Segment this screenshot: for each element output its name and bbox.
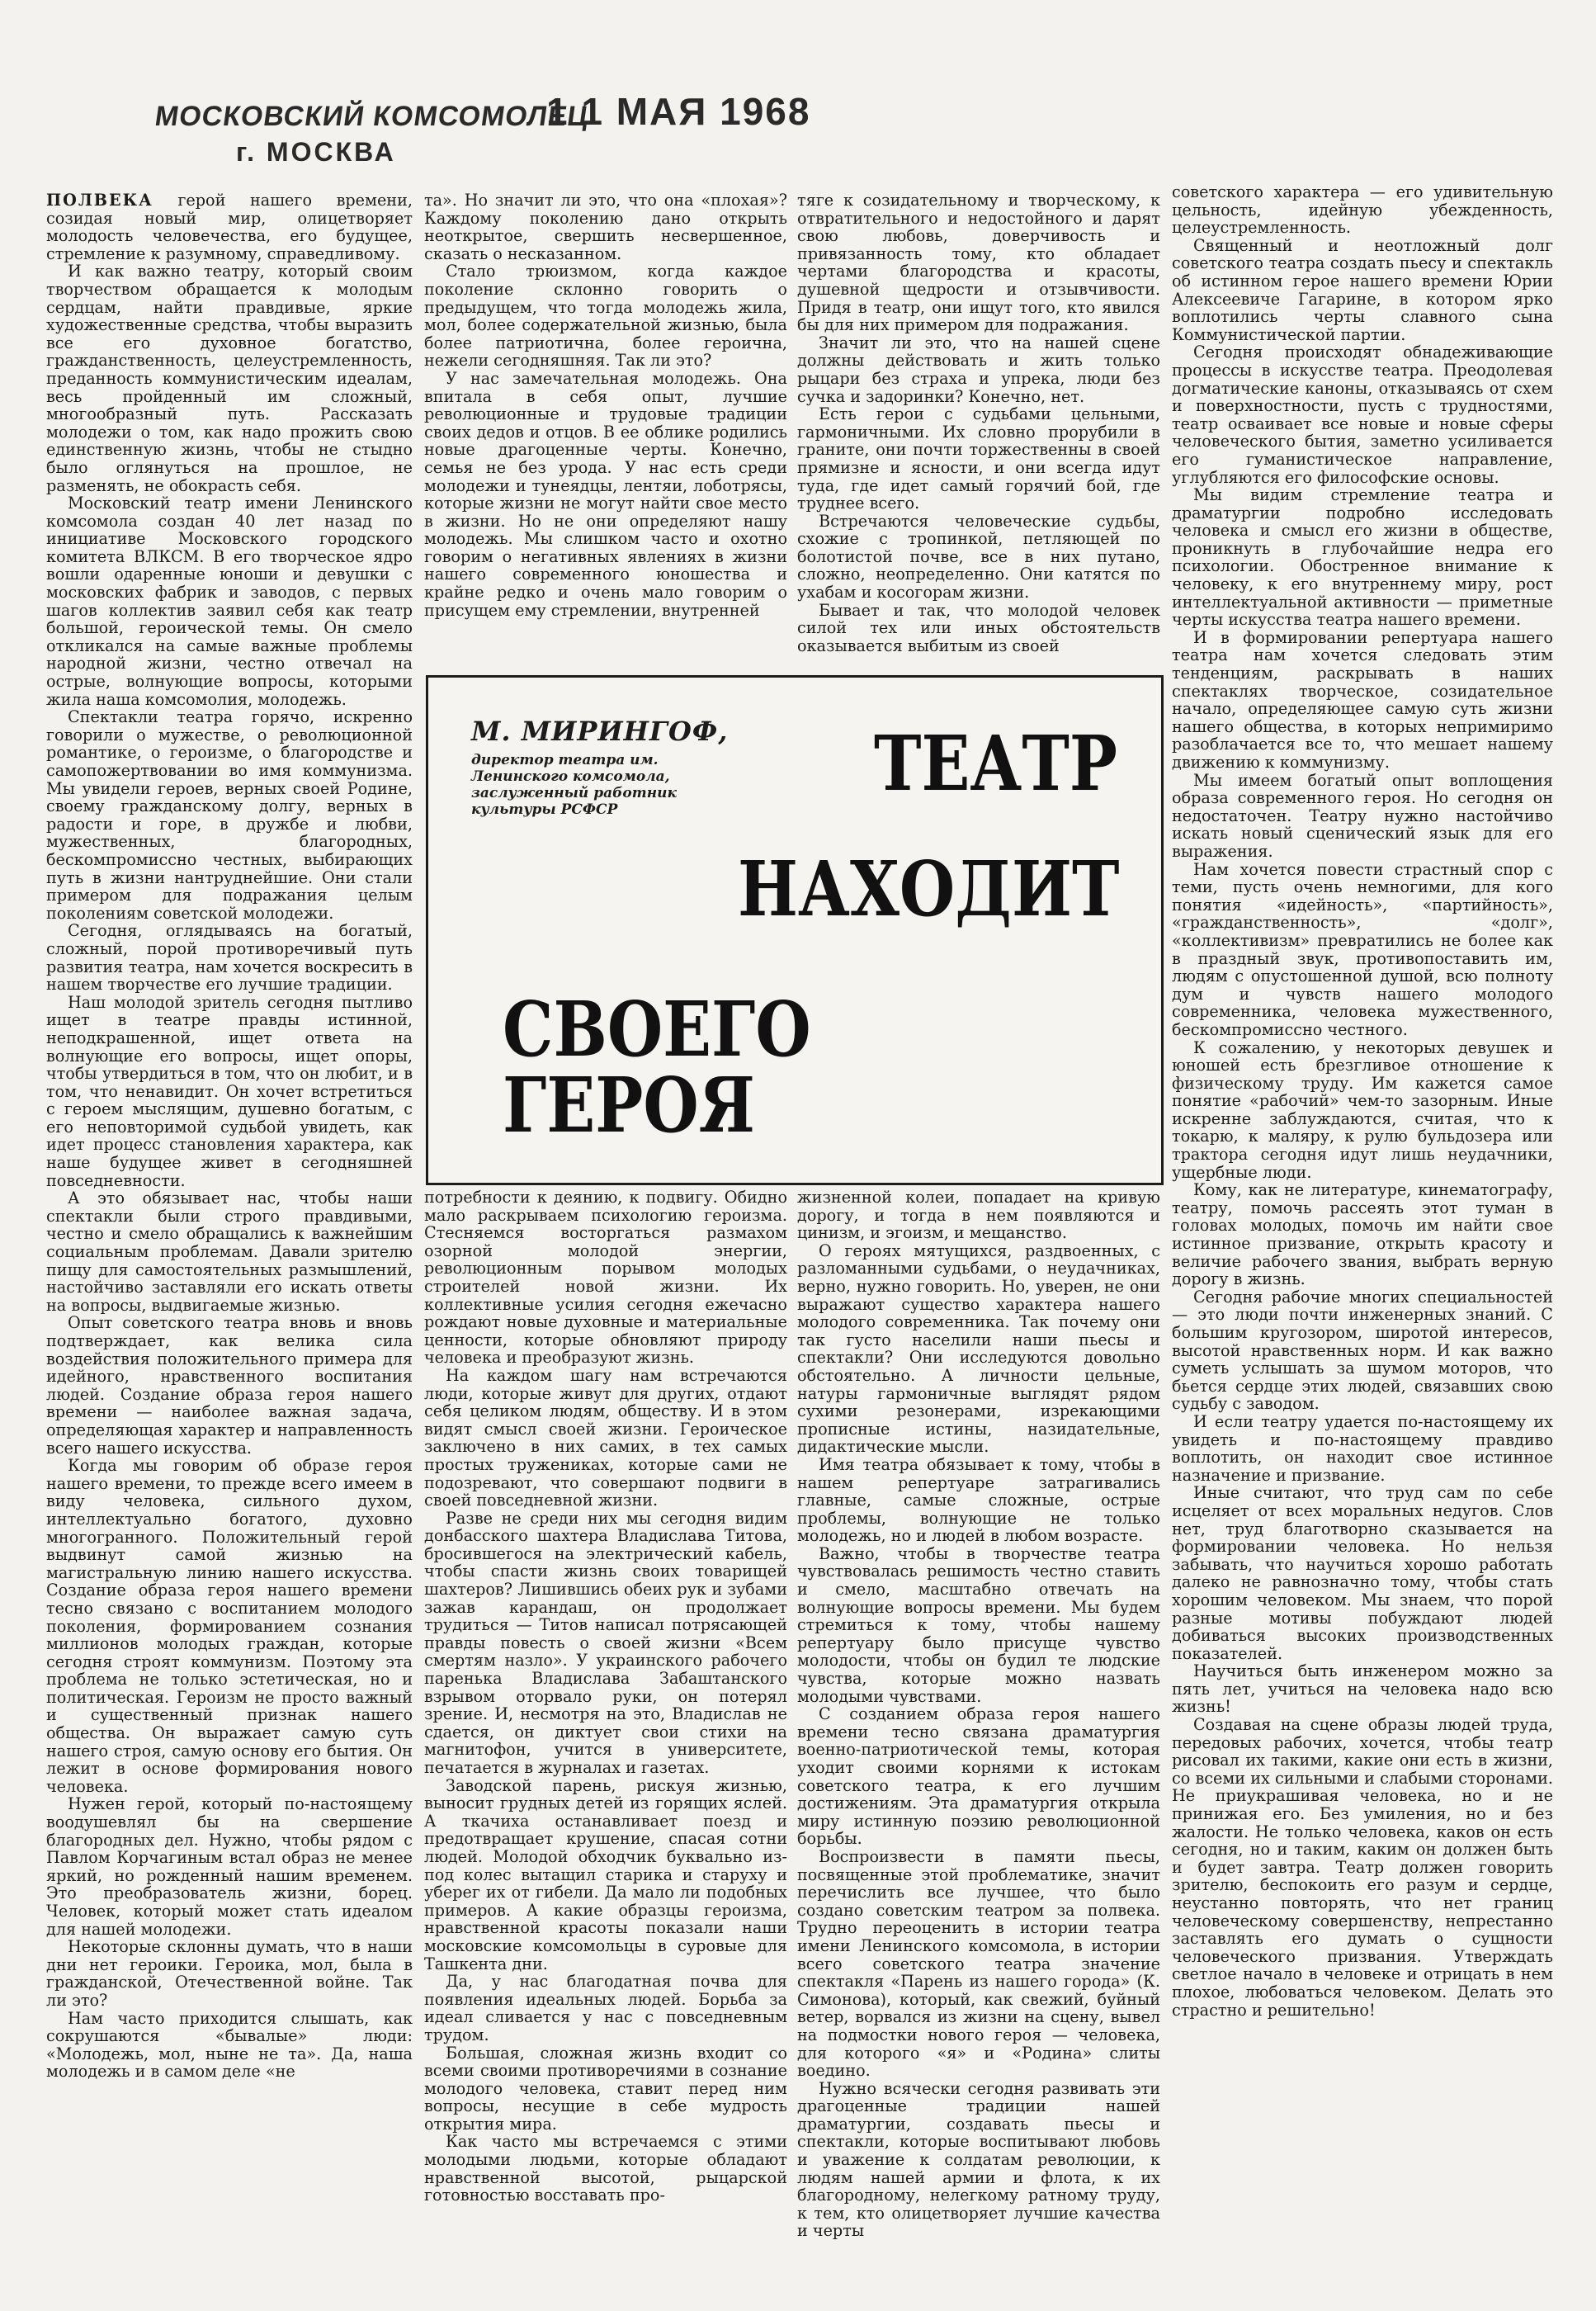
column-1 — [46, 191, 413, 2271]
paragraph: Важно, чтобы в творчестве театра чувствовалась решимость честно ставить и смело, масштабно отвечать на волнующие вопросы времени. Мы будем стремиться к тому, чтобы нашему репертуару было присуще чувство молодости, чтобы он будил те людские чувства, которые можно назвать молодыми чувствами. — [797, 1543, 1160, 1706]
byline — [471, 716, 744, 818]
paragraph: Мы имеем богатый опыт воплощения образа современного героя. Но сегодня он недостаточен. Театру нужно настойчиво искать новый сценический язык для его выражения. — [1172, 770, 1553, 861]
paragraph: Большая, сложная жизнь входит со всеми своими противоречиями в сознание молодого человека, ставит перед ним вопросы, несущие в себе мудрость открытия мира. — [424, 2043, 787, 2134]
headline-line-1: ТЕАТР — [874, 719, 1117, 808]
paragraph: тяге к созидательному и творческому, к отвратительного и недостойного и дарят свою любовь, доверчивость и привязанность тому, кто обладает чертами благородства и красоты, душевной щедрости и отзывчивости. Придя в театр, они ищут того, кто явился бы для них примером для подражания. — [797, 191, 1160, 335]
paragraph: Нужен герой, который по-настоящему воодушевлял бы на свершение благородных дел. Нужно, чтобы рядом с Павлом Корчагиным встал образ не менее яркий, но рожденный нашим временем. Это преобразователь жизни, борец. Человек, который может стать идеалом для нашей молодежи. — [46, 1794, 413, 1939]
paragraph: И как важно театру, который своим творчеством обращается к молодым сердцам, найти правдивые, яркие художественные средства, чтобы выразить все его духовное богатство, гражданственность, целеустремленность, преданность коммунистическим идеалам, весь пройденный им сложный, многообразный путь. Рассказать молодежи о том, как надо прожить свою единственную жизнь, чтобы не стыдно было оглянуться на прошлое, не разменять, не обокрасть себя. — [46, 262, 413, 495]
paragraph: Московский театр имени Ленинского комсомола создан 40 лет назад по инициативе Московского городского комитета ВЛКСМ. В его творческое ядро вошли одаренные юноши и девушки с московских фабрик и заводов, с первых шагов коллектив заявил себя как театр большой, героической темы. Он смело откликался на самые важные проблемы народной жизни, честно отвечал на острые, волнующие вопросы, которыми жила наша комсомолия, молодежь. — [46, 494, 413, 709]
paragraph: На каждом шагу нам встречаются люди, которые живут для других, отдают себя целиком людям, обществу. И в этом видят смысл своей жизни. Героическое заключено в них самих, в тех самых простых тружениках, которые сами не подозревают, что совершают подвиги в своей повседневной жизни. — [424, 1365, 787, 1510]
paragraph: О героях мятущихся, раздвоенных, с разломанными судьбами, о неудачниках, верно, нужно говорить. Но, уверен, не они выражают существо характера нашего молодого современника. Так почему они так густо населили наши пьесы и спектакли? Они исследуются довольно обстоятельно. А личности цельные, натуры гармоничные выглядят рядом сухими резонерами, изрекающими прописные истины, назидательные, дидактические мысли. — [797, 1241, 1160, 1457]
column-4 — [1172, 183, 1553, 2271]
paragraph: советского характера — его удивительную цельность, идейную убежденность, целеустремленность. — [1172, 183, 1553, 238]
paragraph: Создавая на сцене образы людей труда, передовых рабочих, хочется, чтобы театр рисовал их такими, какие они есть в жизни, со всеми их сильными и слабыми сторонами. Не приукрашивая человека, но и не принижая его. Без умиления, но и без жалости. Не только человека, каков он есть сегодня, но и таким, каким он должен быть и будет завтра. Театр должен говорить зрителю, беспокоить его разум и сердце, неустанно повторять, что нет границ человеческому совершенству, непрестанно заставлять его думать о сущности человеческого призвания. Утверждать светлое начало в человеке и отрицать в нем плохое, любоваться человеком. Делать это страстно и решительно! — [1172, 1715, 1553, 2020]
lead-text: герой нашего времени, созидая новый мир, олицетворяет молодость человечества, его будущее, стремление к разумному, справедливому. — [46, 191, 413, 263]
paragraph: И в формировании репертуара нашего театра нам хочется следовать этим тенденциям, раскрывать в наших спектаклях творческое, созидательное начало, определяющее самую суть жизни нашего общества, в которых непримиримо разоблачается все то, что мешает нашему движению к коммунизму. — [1172, 627, 1553, 772]
paragraph: Бывает и так, что молодой человек силой тех или иных обстоятельств оказывается выбитым из своей — [797, 600, 1160, 655]
paragraph: Стало трюизмом, когда каждое поколение склонно говорить о предыдущем, что тогда молодежь жила, мол, более содержательной жизнью, была более патриотична, более героична, нежели сегодняшняя. Так ли это? — [424, 262, 787, 371]
headline-line-2: НАХОДИТ — [738, 844, 1120, 933]
paragraph: Научиться быть инженером можно за пять лет, учиться на человека надо всю жизнь! — [1172, 1661, 1553, 1717]
paragraph: Некоторые склонны думать, что в наши дни нет героики. Героика, мол, была в гражданской, Отечественной войне. Так ли это? — [46, 1937, 413, 2010]
paragraph: И если театру удается по-настоящему их увидеть и по-настоящему правдиво воплотить, он находит свое истинное назначение и призвание. — [1172, 1411, 1553, 1485]
paragraph: Опыт советского театра вновь и вновь подтверждает, как велика сила воздействия положительного примера для идейного, нравственного воспитания людей. Создание образа героя нашего времени — наиболее важная задача, определяющая характер и направленность всего нашего искусства. — [46, 1313, 413, 1458]
paragraph: Когда мы говорим об образе героя нашего времени, то прежде всего имеем в виду человека, сильного духом, интеллектуально богатого, духовно многогранного. Положительный герой выдвинут самой жизнью на магистральную линию нашего искусства. Создание образа героя нашего времени тесно связано с воспитанием молодого поколения, формированием сознания миллионов молодых граждан, которые сегодня строят коммунизм. Поэтому эта проблема не только эстетическая, но и политическая. Героизм не просто важный и существенный признак нашего общества. Он выражает самую суть нашего строя, самую основу его бытия. Он лежит в основе формирования нового человека. — [46, 1456, 413, 1796]
headline-box — [426, 675, 1164, 1185]
paragraph: Сегодня, оглядываясь на богатый, сложный, порой противоречивый путь развития театра, нам хочется воскресить в нашем творчестве его лучшие традиции. — [46, 921, 413, 995]
paragraph: Как часто мы встречаемся с этими молодыми людьми, которые обладают нравственной высотой, рыцарской готовностью восставать про- — [424, 2132, 787, 2205]
author-name: М. МИРИНГОФ, — [471, 716, 729, 747]
paragraph: Сегодня происходят обнадеживающие процессы в искусстве театра. Преодолевая догматические каноны, отказываясь от схем и поверхностности, пусть с трудностями, театр осваивает все новые и новые сферы человеческого бытия, заметно усиливается его гуманистическое направление, углубляются его философские основы. — [1172, 343, 1553, 487]
paragraph: Заводской парень, рискуя жизнью, выносит грудных детей из горящих яслей. А ткачиха останавливает поезд и предотвращает крушение, спасая сотни людей. Молодой обходчик буквально из-под колес вытащил старика и старуху и уберег их от гибели. Да мало ли подобных примеров. А какие образцы героизма, нравственной красоты показали наши московские комсомольцы в суровые для Ташкента дни. — [424, 1775, 787, 1973]
paragraph: Нужно всячески сегодня развивать эти драгоценные традиции нашей драматургии, создавать пьесы и спектакли, которые воспитывают любовь и уважение к солдатам революции, к людям нашей армии и флота, к их благородному, нелегкому ратному труду, к тем, кто олицетворяет лучшие качества и черты — [797, 2078, 1160, 2241]
column-2-bottom — [424, 1189, 787, 2271]
paragraph: Кому, как не литературе, кинематографу, театру, помочь рассеять этот туман в головах молодых, помочь им найти свое истинное призвание, открыть красоту и величие рабочего звания, выбрать верную дорогу в жизнь. — [1172, 1180, 1553, 1289]
paragraph: Воспроизвести в памяти пьесы, посвященные этой проблематике, значит перечислить все лучшее, что было создано советским театром за полвека. Трудно переоценить в истории театра имени Ленинского комсомола, в истории всего советского театра значение спектакля «Парень из нашего города» (К. Симонова), который, как свежий, буйный ветер, ворвался из жизни на сцену, вывел на подмостки нового героя — человека, для которого «я» и «Родина» слиты воедино. — [797, 1846, 1160, 2081]
headline-line-3: СВОЕГО ГЕРОЯ — [503, 985, 811, 1150]
paragraph: Наш молодой зритель сегодня пытливо ищет в театре правды истинной, неподкрашенной, ищет ответа на волнующие его вопросы, ищет опоры, чтобы утвердиться в том, что он любит, и в том, что ненавидит. Он хочет встретиться с героем мыслящим, душевно богатым, с его неповторимой судьбой увидеть, как идет процесс становления характера, как наше будущее живет в сегодняшней повседневности. — [46, 992, 413, 1190]
paragraph: Разве не среди них мы сегодня видим донбасского шахтера Владислава Титова, бросившегося на электрический кабель, чтобы спасти жизнь своих товарищей шахтеров? Лишившись обеих рук и зубами зажав карандаш, он продолжает трудиться — Титов написал потрясающей правды повесть о своей жизни «Всем смертям назло». У украинского рабочего паренька Владислава Забаштанского взрывом оторвало руки, он потерял зрение. И, несмотря на это, Владислав не сдается, он диктует свои стихи на магнитофон, учится в университете, печатается в журналах и газетах. — [424, 1508, 787, 1777]
paragraph: потребности к деянию, к подвигу. Обидно мало раскрываем психологию героизма. Стесняемся восторгаться размахом озорной молодой энергии, революционным порывом молодых строителей новой жизни. Их коллективные усилия сегодня ежечасно рождают новые духовные и материальные ценности, которые обновляют природу человека и преобразуют жизнь. — [424, 1189, 787, 1368]
column-3-bottom — [797, 1189, 1160, 2271]
column-3-top — [797, 191, 1160, 670]
paragraph: Нам часто приходится слышать, как сокрушаются «бывалые» люди: «Молодежь, мол, ныне не та». Да, наша молодежь и в самом деле «не — [46, 2008, 413, 2082]
paragraph: Сегодня рабочие многих специальностей — это люди почти инженерных знаний. С большим кругозором, широтой интересов, высотой нравственных норм. И как важно суметь услышать за шумом моторов, что бьется сердце этих людей, связавших свою судьбу с заводом. — [1172, 1287, 1553, 1414]
paragraph: Мы видим стремление театра и драматургии подробно исследовать человека и смысл его жизни в обществе, проникнуть в глубочайшие недра его психологии. Обостренное внимание к человеку, к его внутреннему миру, рост интеллектуальной активности — приметные черты искусства театра нашего времени. — [1172, 485, 1553, 630]
paragraph: К сожалению, у некоторых девушек и юношей есть брезгливое отношение к физическому труду. Им кажется самое понятие «рабочий» чем-то зазорным. Иные искренне заблуждаются, считая, что к токарю, к маляру, к рулю бульдозера или трактора сегодня идут лишь неудачники, ущербные люди. — [1172, 1037, 1553, 1182]
paragraph: Имя театра обязывает к тому, чтобы в нашем репертуаре затрагивались главные, самые сложные, острые проблемы, волнующие не только молодежь, но и людей в любом возрасте. — [797, 1454, 1160, 1546]
paragraph: жизненной колеи, попадает на кривую дорогу, и тогда в нем появляются и цинизм, и эгоизм, и мещанство. — [797, 1189, 1160, 1243]
city-stamp: г. МОСКВА — [236, 137, 396, 167]
paragraph: Священный и неотложный долг советского театра создать пьесу и спектакль об истинном герое нашего времени Юрии Алексеевиче Гагарине, в котором ярко воплотились черты славного сына Коммунистической партии. — [1172, 235, 1553, 344]
paragraph: Иные считают, что труд сам по себе исцеляет от всех моральных недугов. Слов нет, труд благотворно сказывается на формировании человека. Но нельзя забывать, что научиться хорошо работать далеко не равнозначно тому, чтобы стать хорошим человеком. Мы знаем, что порой разные мотивы побуждают людей добиваться высоких производственных показателей. — [1172, 1483, 1553, 1663]
paragraph: У нас замечательная молодежь. Она впитала в себя опыт, лучшие революционные и трудовые традиции своих дедов и отцов. В ее облике родились новые драгоценные черты. Конечно, семья не без урода. У нас есть среди молодежи и тунеядцы, лентяи, лоботрясы, которые жизни не могут найти свое место в жизни. Но не они определяют нашу молодежь. Мы слишком часто и охотно говорим о негативных явлениях в жизни нашего современного юношества и крайне редко и очень мало говорим о присущем ему стремлении, внутренней — [424, 368, 787, 620]
column-2-top — [424, 191, 787, 677]
paragraph: С созданием образа героя нашего времени тесно связана драматургия военно-патриотической темы, которая уходит своими корнями к истокам советского театра, к его лучшим достижениям. Эта драматургия открыла миру истинную поэзию революционной борьбы. — [797, 1704, 1160, 1849]
paragraph: А это обязывает нас, чтобы наши спектакли были строго правдивыми, честно и смело обращались к важнейшим социальным проблемам. Давали зрителю пищу для самостоятельных размышлений, настойчиво заставляли его искать ответы на вопросы, выдвигаемые жизнью. — [46, 1189, 413, 1315]
paragraph: Спектакли театра горячо, искренно говорили о мужестве, о революционной романтике, о героизме, о благородстве и самопожертвовании во имя коммунизма. Мы увидели героев, верных своей Родине, своему гражданскому долгу, верных в радости и горе, в дружбе и любви, мужественных, благородных, бескомпромиссно честных, выбирающих путь в жизни нантруднейшие. Они стали примером для подражания целым поколениям советской молодежи. — [46, 707, 413, 923]
paragraph: Встречаются человеческие судьбы, схожие с тропинкой, петляющей по болотистой почве, все в них путано, сложно, неопределенно. Они катятся по ухабам и косогорам жизни. — [797, 511, 1160, 603]
paragraph: Нам хочется повести страстный спор с теми, пусть очень немногими, для кого понятия «идейность», «партийность», «гражданственность», «долг», «коллективизм» превратились не более как в праздный звук, противопоставить им, людям с опустошенной душой, всю полноту дум и чувств нашего молодого современника, человека мужественного, бескомпромиссно честного. — [1172, 859, 1553, 1039]
paragraph: Есть герои с судьбами цельными, гармоничными. Их словно прорубили в граните, они почти торжественны в своей прямизне и ясности, и они всегда идут туда, где идет самый горячий бой, где труднее всего. — [797, 404, 1160, 513]
newspaper-stamp: МОСКОВСКИЙ КОМСОМОЛЕЦ — [153, 101, 592, 132]
author-role: директор театра им. Ленинского комсомола, заслуженный работник культуры РСФСР — [471, 752, 677, 818]
paragraph: Да, у нас благодатная почва для появления идеальных людей. Борьба за идеал сливается у нас с повседневным трудом. — [424, 1972, 787, 2044]
lead-word: ПОЛВЕКА — [46, 191, 153, 210]
paragraph: Значит ли это, что на нашей сцене должны действовать и жить только рыцари без страха и упрека, люди без сучка и задоринки? Конечно, нет. — [797, 333, 1160, 406]
paragraph — [46, 191, 413, 262]
paragraph: та». Но значит ли это, что она «плохая»? Каждому поколению дано открыть неоткрытое, свершить несвершенное, сказать о несказанном. — [424, 191, 787, 263]
date-stamp: 1 1 МАЯ 1968 — [546, 90, 811, 133]
